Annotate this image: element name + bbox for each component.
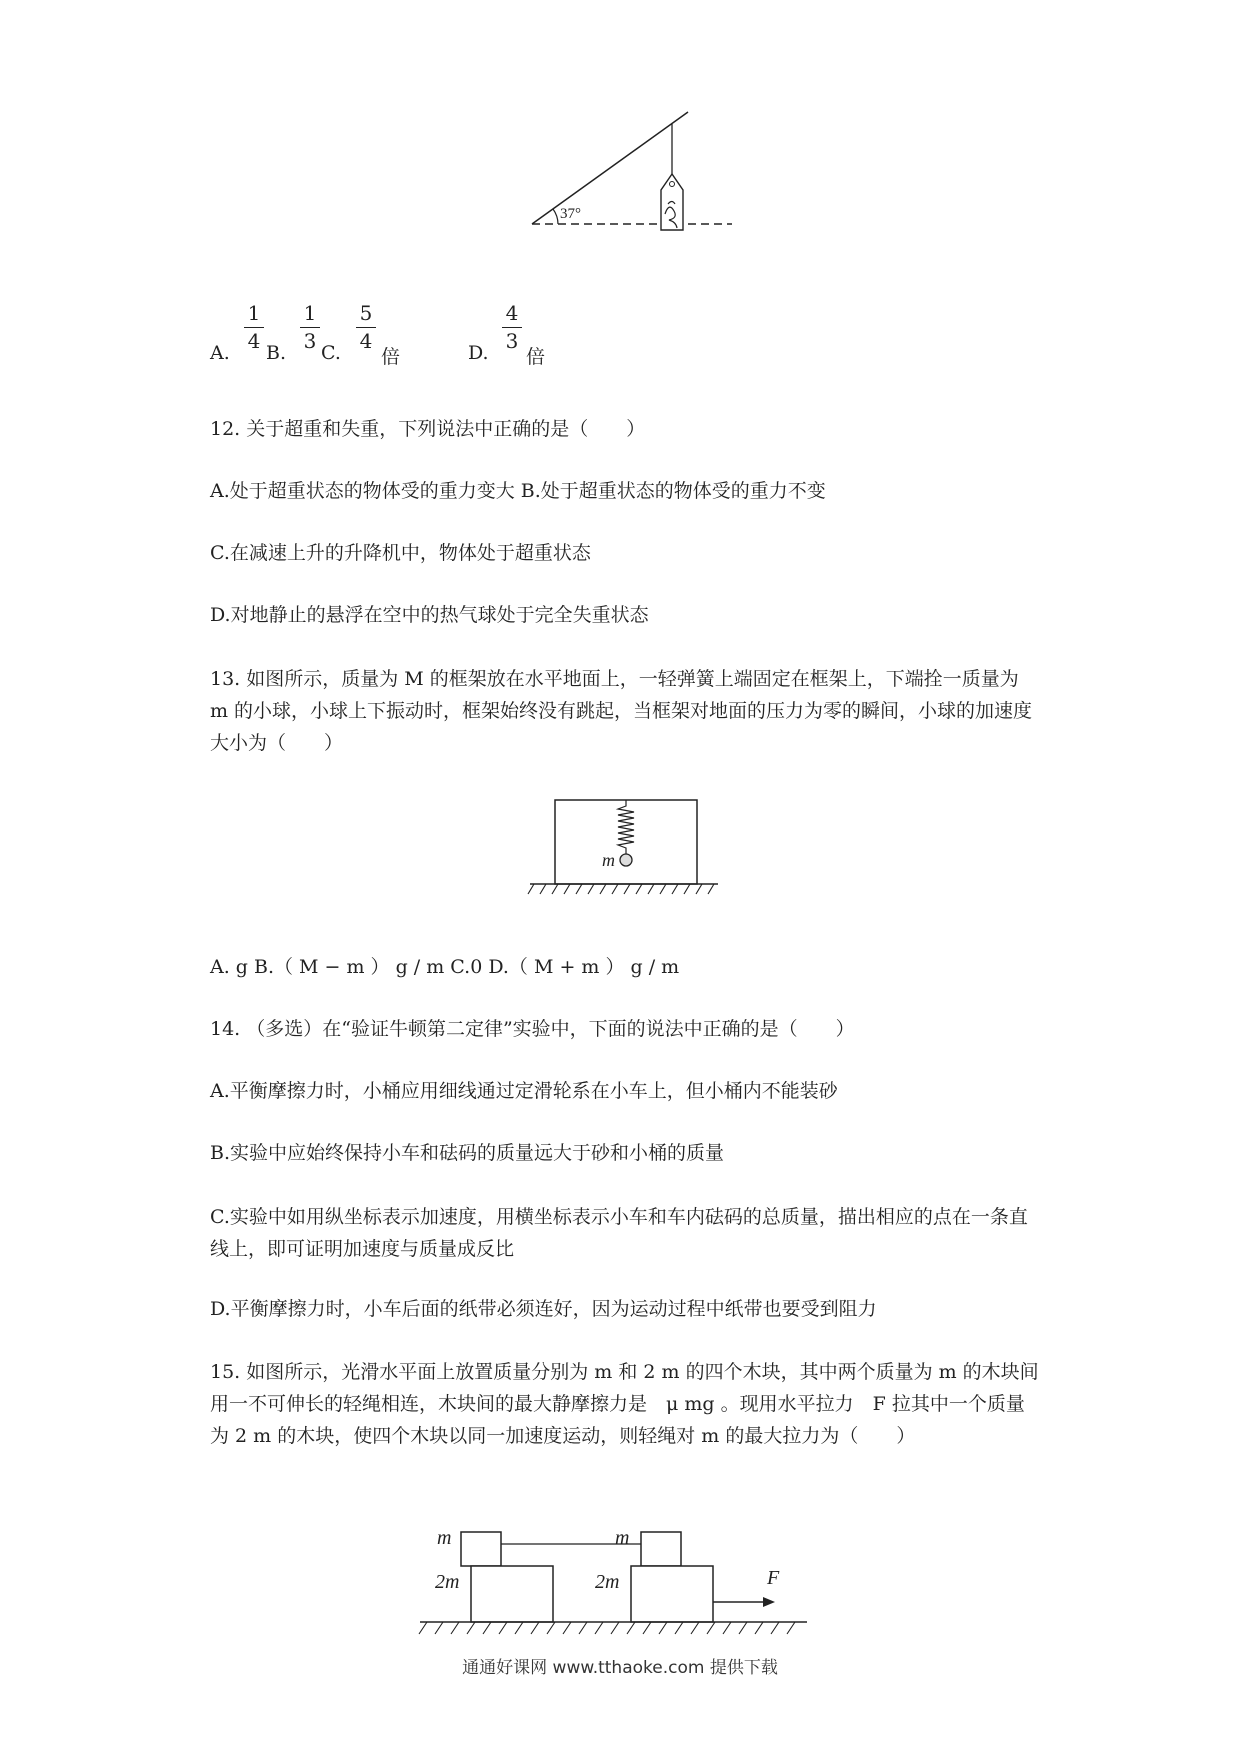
q12-option-d: D.对地静止的悬浮在空中的热气球处于完全失重状态 xyxy=(210,604,649,626)
q15-blocks-figure xyxy=(415,1518,815,1648)
q11-b-numerator: 1 xyxy=(300,300,320,328)
q11-d-numerator: 4 xyxy=(502,300,522,328)
q11-option-a-label: A. xyxy=(210,342,230,364)
q14-stem: 14. （多选）在“验证牛顿第二定律”实验中，下面的说法中正确的是（ ） xyxy=(210,1018,855,1040)
q13-frame-spring-figure xyxy=(520,790,720,910)
q15-stem: 15. 如图所示，光滑水平面上放置质量分别为 m 和 2 m 的四个木块，其中两个质量为 m 的木块间用一不可伸长的轻绳相连，木块间的最大静摩擦力是 μ mg 。现用水平拉力 F 拉其中一个质量为 2 m 的木块，使四个木块以同一加速度运动，则轻绳对 m 的最大拉力为（ ） xyxy=(210,1361,1039,1447)
q14-option-d: D.平衡摩擦力时，小车后面的纸带必须连好，因为运动过程中纸带也要受到阻力 xyxy=(210,1298,877,1320)
right-top-label: m xyxy=(615,1527,630,1549)
force-arrow-head xyxy=(763,1597,775,1607)
spring xyxy=(618,800,634,854)
q12-option-ab: A.处于超重状态的物体受的重力变大 B.处于超重状态的物体受的重力不变 xyxy=(210,480,826,502)
q11-option-b-fraction xyxy=(300,300,320,354)
q13-stem: 13. 如图所示，质量为 M 的框架放在水平地面上，一轻弹簧上端固定在框架上，下端拴一质量为 m 的小球，小球上下振动时，框架始终没有跳起，当框架对地面的压力为零的瞬间，小球的加速度大小为（ ） xyxy=(210,668,1033,754)
q11-option-d-fraction xyxy=(502,300,522,354)
ground-hatching xyxy=(419,1622,795,1634)
right-top-block xyxy=(641,1532,681,1566)
q14-option-c: C.实验中如用纵坐标表示加速度，用横坐标表示小车和车内砝码的总质量，描出相应的点在一条直线上，即可证明加速度与质量成反比 xyxy=(210,1206,1028,1260)
ball xyxy=(620,854,632,866)
ground-hatching xyxy=(528,884,714,894)
q11-d-denominator: 3 xyxy=(505,329,519,353)
q11-option-a-fraction xyxy=(244,300,264,354)
frame xyxy=(555,800,697,884)
angle-arc xyxy=(553,209,558,224)
left-bottom-label: 2m xyxy=(435,1571,460,1593)
right-bottom-label: 2m xyxy=(595,1571,620,1593)
q11-a-numerator: 1 xyxy=(244,300,264,328)
q11-option-c-label: C. xyxy=(321,342,341,364)
ball-label: m xyxy=(602,850,615,870)
q11-c-denominator: 4 xyxy=(359,329,373,353)
q11-option-c-fraction xyxy=(356,300,376,354)
q14-option-a: A.平衡摩擦力时，小桶应用细线通过定滑轮系在小车上，但小桶内不能装砂 xyxy=(210,1080,838,1102)
angle-label: 37° xyxy=(560,206,581,222)
q11-option-c-suffix: 倍 xyxy=(381,346,401,368)
left-top-label: m xyxy=(437,1527,452,1549)
left-bottom-block xyxy=(471,1566,553,1622)
q12-option-c: C.在减速上升的升降机中，物体处于超重状态 xyxy=(210,542,591,564)
q14-option-b: B.实验中应始终保持小车和砝码的质量远大于砂和小桶的质量 xyxy=(210,1142,725,1164)
right-bottom-block xyxy=(631,1566,713,1622)
footer-credit: 通通好课网 www.tthaoke.com 提供下载 xyxy=(462,1658,778,1678)
force-label: F xyxy=(767,1567,780,1589)
q11-b-denominator: 3 xyxy=(303,329,317,353)
q11-a-denominator: 4 xyxy=(247,329,261,353)
q11-option-d-suffix: 倍 xyxy=(526,346,546,368)
q11-option-b-label: B. xyxy=(266,342,287,364)
q11-incline-figure xyxy=(520,100,740,240)
q13-options: A. g B.（ M − m ） g / m C.0 D.（ M + m ） g / m xyxy=(210,956,680,978)
left-top-block xyxy=(461,1532,501,1566)
q11-option-d-label: D. xyxy=(468,342,489,364)
q12-stem: 12. 关于超重和失重，下列说法中正确的是（ ） xyxy=(210,418,646,440)
q11-c-numerator: 5 xyxy=(356,300,376,328)
